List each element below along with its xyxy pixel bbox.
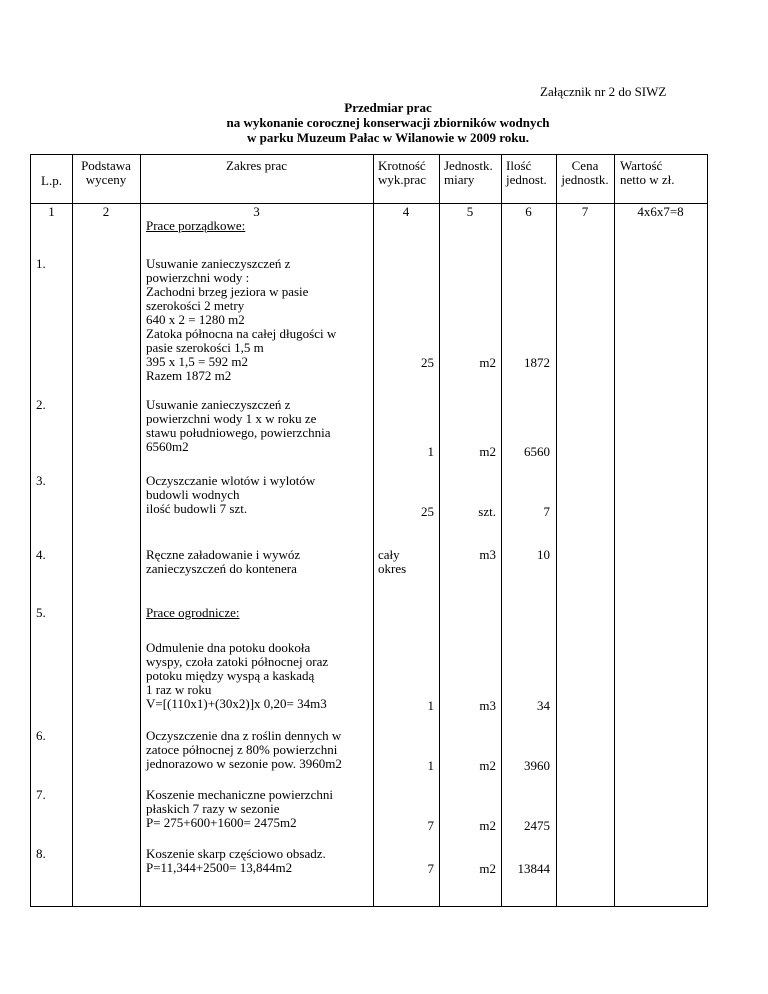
col-border xyxy=(501,154,502,907)
row-7-scope-line: P= 275+600+1600= 2475m2 xyxy=(146,815,297,830)
row-1-lp: 1. xyxy=(36,256,46,271)
annex-label: Załącznik nr 2 do SIWZ xyxy=(540,84,667,99)
row-4-lp: 4. xyxy=(36,547,46,562)
header-basis-line-2: wyceny xyxy=(85,172,127,187)
col-border xyxy=(72,154,73,907)
row-8-unit: m2 xyxy=(479,861,496,876)
table-bottom-border xyxy=(30,906,708,907)
row-7-scope-line: Koszenie mechaniczne powierzchni xyxy=(146,787,333,802)
row-5-scope-line: potoku między wyspą a kaskadą xyxy=(146,668,315,683)
row-6-frequency: 1 xyxy=(427,758,434,773)
row-8-lp: 8. xyxy=(36,846,46,861)
row-3-unit: szt. xyxy=(478,504,496,519)
section-garden: Prace ogrodnicze: xyxy=(146,605,240,620)
row-4-quantity: 10 xyxy=(537,547,550,562)
header-quantity-line-1: Ilość xyxy=(506,158,532,173)
row-2-frequency: 1 xyxy=(427,444,434,459)
row-5-scope-line: V=[(110x1)+(30x2)]x 0,20= 34m3 xyxy=(146,696,327,711)
row-7-lp: 7. xyxy=(36,787,46,802)
section-cleanup: Prace porządkowe: xyxy=(146,218,246,233)
header-price xyxy=(556,159,614,187)
row-8-quantity: 13844 xyxy=(517,861,550,876)
header-frequency xyxy=(378,159,426,187)
header-basis xyxy=(72,159,140,187)
col-number-1: 1 xyxy=(48,204,55,219)
col-number-4: 4 xyxy=(402,204,410,219)
row-6-quantity: 3960 xyxy=(524,758,550,773)
row-4-frequency-line: okres xyxy=(378,561,407,576)
col-number-8: 4x6x7=8 xyxy=(637,204,684,219)
col-number-2: 2 xyxy=(102,204,110,219)
row-8-scope xyxy=(146,847,326,875)
row-7-quantity: 2475 xyxy=(524,818,550,833)
row-1-scope-line: powierzchni wody : xyxy=(146,270,250,285)
header-quantity xyxy=(506,159,547,187)
row-3-scope xyxy=(146,474,315,516)
col-number-3: 3 xyxy=(253,204,260,219)
row-6-lp: 6. xyxy=(36,728,46,743)
title-line-2: na wykonanie corocznej konserwacji zbiorników wodnych xyxy=(226,115,550,130)
col-border xyxy=(30,154,31,907)
header-separator xyxy=(30,203,708,204)
header-value-line-1: Wartość xyxy=(620,158,663,173)
table-top-border xyxy=(30,154,708,155)
row-8-frequency: 7 xyxy=(427,861,434,876)
row-2-scope-line: stawu południowego, powierzchnia xyxy=(146,425,331,440)
header-unit-line-2: miary xyxy=(444,172,475,187)
row-1-scope-line: szerokości 2 metry xyxy=(146,298,245,313)
row-7-scope xyxy=(146,788,333,830)
row-8-scope-line: P=11,344+2500= 13,844m2 xyxy=(146,860,293,875)
header-scope: Zakres prac xyxy=(226,158,287,173)
row-5-scope xyxy=(146,641,328,711)
row-8-scope-line: Koszenie skarp częściowo obsadz. xyxy=(146,846,326,861)
row-3-frequency: 25 xyxy=(421,504,434,519)
col-number-7: 7 xyxy=(581,204,589,219)
row-1-quantity: 1872 xyxy=(524,355,550,370)
col-number-5: 5 xyxy=(466,204,474,219)
row-2-lp: 2. xyxy=(36,397,46,412)
col-border xyxy=(556,154,557,907)
header-value-line-2: netto w zł. xyxy=(620,172,675,187)
row-6-unit: m2 xyxy=(479,758,496,773)
row-2-quantity: 6560 xyxy=(524,444,550,459)
col-border xyxy=(140,154,141,907)
row-5-scope-line: wyspy, czoła zatoki północnej oraz xyxy=(146,654,329,669)
row-1-unit: m2 xyxy=(479,355,496,370)
row-4-scope xyxy=(146,548,300,576)
row-6-scope xyxy=(146,729,342,771)
header-frequency-line-2: wyk.prac xyxy=(378,172,427,187)
col-border xyxy=(439,154,440,907)
row-3-scope-line: ilość budowli 7 szt. xyxy=(146,501,248,516)
header-lp: L.p. xyxy=(41,173,62,188)
row-5-unit: m3 xyxy=(479,698,496,713)
header-quantity-line-2: jednost. xyxy=(506,172,547,187)
row-6-scope-line: Oczyszczenie dna z roślin dennych w xyxy=(146,728,342,743)
page-title xyxy=(0,100,768,145)
row-6-scope-line: zatoce północnej z 80% powierzchni xyxy=(146,742,338,757)
header-basis-line-1: Podstawa xyxy=(81,158,131,173)
row-3-scope-line: budowli wodnych xyxy=(146,487,240,502)
row-3-scope-line: Oczyszczanie wlotów i wylotów xyxy=(146,473,316,488)
row-7-unit: m2 xyxy=(479,818,496,833)
row-6-scope-line: jednorazowo w sezonie pow. 3960m2 xyxy=(146,756,342,771)
row-2-unit: m2 xyxy=(479,444,496,459)
row-1-scope-line: Usuwanie zanieczyszczeń z xyxy=(146,256,291,271)
row-2-scope-line: 6560m2 xyxy=(146,439,189,454)
row-3-quantity: 7 xyxy=(543,504,550,519)
title-line-3: w parku Muzeum Pałac w Wilanowie w 2009 roku. xyxy=(246,130,530,145)
header-unit xyxy=(444,159,493,187)
header-unit-line-1: Jednostk. xyxy=(444,158,493,173)
row-4-unit: m3 xyxy=(479,547,496,562)
row-5-scope-line: Odmulenie dna potoku dookoła xyxy=(146,640,311,655)
row-1-scope-line: Razem 1872 m2 xyxy=(146,368,232,383)
row-1-scope-line: 395 x 1,5 = 592 m2 xyxy=(146,354,248,369)
row-1-frequency: 25 xyxy=(421,355,434,370)
row-4-frequency xyxy=(378,548,406,576)
row-2-scope-line: powierzchni wody 1 x w roku ze xyxy=(146,411,317,426)
row-1-scope xyxy=(146,257,336,383)
row-3-lp: 3. xyxy=(36,473,46,488)
row-5-lp: 5. xyxy=(36,605,46,620)
row-7-scope-line: płaskich 7 razy w sezonie xyxy=(146,801,280,816)
header-price-line-1: Cena xyxy=(571,158,599,173)
col-border xyxy=(373,154,374,907)
row-1-scope-line: 640 x 2 = 1280 m2 xyxy=(146,312,245,327)
col-number-6: 6 xyxy=(525,204,532,219)
row-5-frequency: 1 xyxy=(427,698,434,713)
row-4-scope-line: zanieczyszczeń do kontenera xyxy=(146,561,297,576)
title-line-1: Przedmiar prac xyxy=(344,100,432,115)
row-1-scope-line: Zatoka północna na całej długości w xyxy=(146,326,337,341)
row-5-quantity: 34 xyxy=(537,698,550,713)
row-2-scope xyxy=(146,398,330,454)
row-1-scope-line: pasie szerokości 1,5 m xyxy=(146,340,264,355)
header-price-line-2: jednostk. xyxy=(561,172,609,187)
row-5-scope-line: 1 raz w roku xyxy=(146,682,212,697)
row-1-scope-line: Zachodni brzeg jeziora w pasie xyxy=(146,284,309,299)
row-7-frequency: 7 xyxy=(427,818,434,833)
row-4-frequency-line: cały xyxy=(378,547,400,562)
header-frequency-line-1: Krotność xyxy=(378,158,426,173)
header-value xyxy=(620,159,675,187)
col-border xyxy=(707,154,708,907)
row-4-scope-line: Ręczne załadowanie i wywóz xyxy=(146,547,301,562)
row-2-scope-line: Usuwanie zanieczyszczeń z xyxy=(146,397,291,412)
col-border xyxy=(614,154,615,907)
